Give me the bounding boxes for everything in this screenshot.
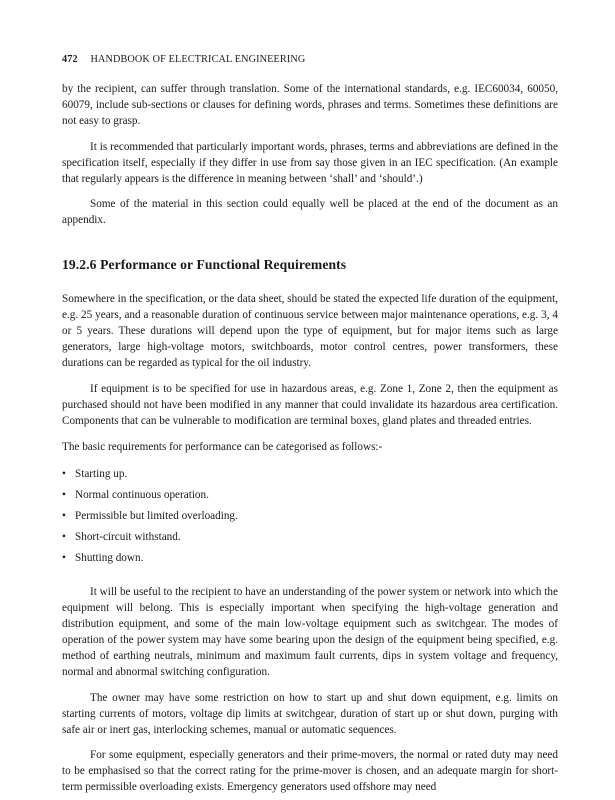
list-item: • Short-circuit withstand. xyxy=(62,530,558,546)
running-header xyxy=(62,52,305,68)
section-heading: 19.2.6 Performance or Functional Requirements xyxy=(62,257,347,273)
paragraph: The owner may have some restriction on how to start up and shut down equipment, e.g. limits on starting currents of motors, voltage dip limits at switchgear, duration of start up or shut down, purging with safe air or inert gas, interlocking schemes, manual or automatic sequences. xyxy=(62,691,558,736)
paragraph-continuation: by the recipient, can suffer through translation. Some of the international standards, e.g. IEC60034, 60050, 60079, include sub-sections or clauses for defining words, phrases and terms. Sometimes these definitions are not easy to grasp. xyxy=(62,83,558,127)
bullet-icon: • xyxy=(62,468,66,481)
bullet-icon: • xyxy=(62,552,66,565)
paragraph: For some equipment, especially generators and their prime-movers, the normal or rated duty may need to be emphasised so that the correct rating for the prime-mover is chosen, and an adequate margin for short-term permissible overloading exists. Emergency generators used offshore may need xyxy=(62,749,558,794)
list-item: • Permissible but limited overloading. xyxy=(62,509,558,525)
paragraph: Somewhere in the specification, or the data sheet, should be stated the expected life duration of the equipment, e.g. 25 years, and a reasonable duration of continuous service between major maintenance operations, e.g. 3, 4 or 5 years. These durations will depend upon the type of equipment, but for major items such as large generators, large high-voltage motors, switchboards, motor control centres, power transformers, these durations can be regarded as typical for the oil industry. xyxy=(62,293,558,369)
list-item: • Starting up. xyxy=(62,467,558,483)
paragraph: It will be useful to the recipient to have an understanding of the power system or network into which the equipment will belong. This is especially important when specifying the high-voltage generation and distribution equipment, and some of the main low-voltage equipment such as switchgear. The modes of operation of the power system may have some bearing upon the design of the equipment being specified, e.g. method of earthing neutrals, minimum and maximum fault currents, dips in system voltage and frequency, normal and abnormal switching configuration. xyxy=(62,586,558,678)
page-body xyxy=(62,82,558,796)
paragraph: Some of the material in this section could equally well be placed at the end of the document as an appendix. xyxy=(62,198,558,227)
paragraph: If equipment is to be specified for use in hazardous areas, e.g. Zone 1, Zone 2, then the equipment as purchased should not have been modified in any manner that could invalidate its hazardous area certification. Components that can be vulnerable to modification are terminal boxes, gland plates and threaded entries. xyxy=(62,382,558,427)
list-item: • Normal continuous operation. xyxy=(62,488,558,504)
paragraph: The basic requirements for performance can be categorised as follows:- xyxy=(62,440,383,453)
paragraph: It is recommended that particularly important words, phrases, terms and abbreviations are defined in the specification itself, especially if they differ in use from say those given in an IEC specification. (An example that regularly appears is the difference in meaning between ‘shall’ and ‘should’.) xyxy=(62,140,558,185)
bullet-icon: • xyxy=(62,489,66,502)
list-item: • Shutting down. xyxy=(62,551,558,567)
bullet-icon: • xyxy=(62,531,66,544)
page-number: 472 xyxy=(62,54,78,65)
performance-requirements-list xyxy=(62,467,558,567)
running-title: HANDBOOK OF ELECTRICAL ENGINEERING xyxy=(90,54,306,65)
bullet-icon: • xyxy=(62,510,66,523)
